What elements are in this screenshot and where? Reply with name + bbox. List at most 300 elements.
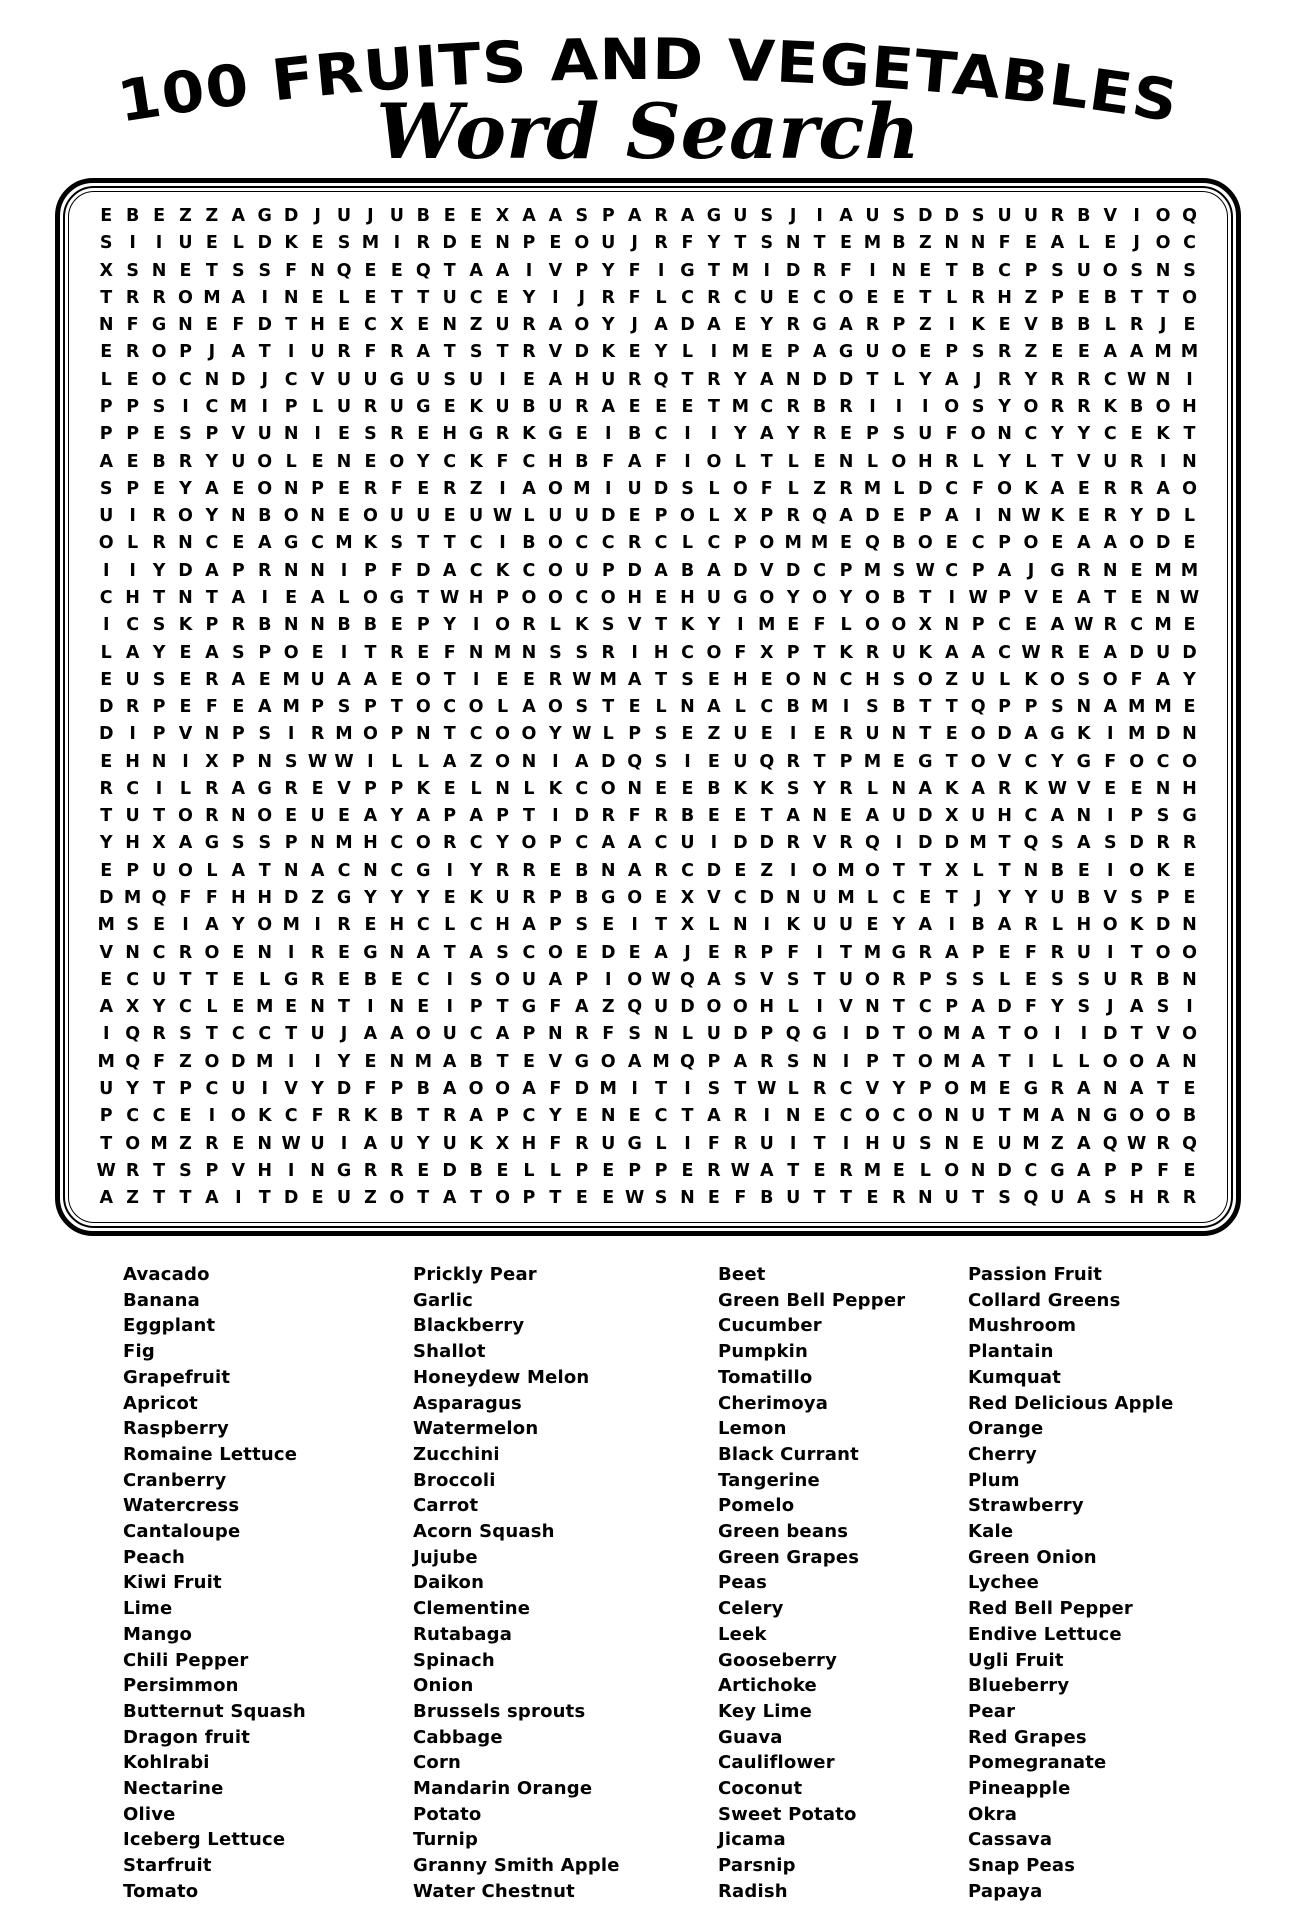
grid-letter: A — [522, 478, 536, 499]
grid-row — [93, 369, 1203, 390]
grid-letter: F — [602, 1024, 615, 1045]
grid-letter: O — [917, 1106, 933, 1127]
word-item: Cassava — [968, 1829, 1053, 1851]
grid-letter: K — [1129, 915, 1144, 936]
grid-letter: E — [707, 751, 720, 772]
grid-letter: U — [733, 751, 748, 772]
grid-letter: T — [205, 260, 218, 281]
grid-letter: E — [892, 1160, 905, 1181]
grid-letter: R — [178, 451, 193, 472]
grid-letter: E — [1183, 697, 1196, 718]
grid-letter: C — [1024, 424, 1038, 445]
grid-letter: K — [680, 615, 695, 636]
grid-letter: E — [628, 1106, 641, 1127]
grid-letter: F — [205, 888, 218, 909]
grid-letter: A — [178, 833, 193, 854]
grid-letter: W — [1021, 506, 1041, 527]
grid-letter: E — [338, 506, 350, 527]
grid-letter: S — [152, 669, 166, 690]
grid-letter: E — [100, 206, 113, 226]
grid-letter: O — [257, 451, 273, 472]
grid-letter: B — [892, 697, 906, 718]
grid-letter: E — [417, 315, 430, 336]
grid-letter: E — [813, 724, 826, 745]
grid-letter: R — [839, 778, 853, 799]
grid-letter: H — [917, 451, 933, 472]
grid-letter: A — [495, 260, 510, 281]
grid-letter: L — [206, 997, 218, 1018]
grid-letter: M — [123, 888, 142, 909]
grid-letter: C — [1183, 233, 1196, 254]
grid-letter: K — [469, 396, 483, 417]
grid-letter: B — [522, 533, 536, 554]
grid-letter: S — [786, 969, 800, 990]
grid-letter: V — [1103, 206, 1118, 226]
grid-letter: D — [98, 888, 114, 909]
grid-letter: N — [733, 915, 748, 936]
grid-letter: X — [733, 506, 748, 527]
grid-letter: Y — [733, 369, 747, 390]
grid-letter: O — [865, 1106, 880, 1127]
grid-letter: T — [998, 1106, 1011, 1127]
grid-letter: E — [417, 424, 430, 445]
grid-letter: M — [1022, 1106, 1040, 1127]
grid-letter: A — [231, 860, 246, 881]
grid-letter: C — [654, 533, 668, 554]
grid-letter: T — [417, 533, 430, 554]
grid-letter: A — [1050, 233, 1065, 254]
grid-letter: D — [785, 560, 801, 581]
grid-letter: F — [443, 642, 456, 663]
grid-letter: D — [98, 697, 114, 718]
word-item: Persimmon — [123, 1675, 239, 1697]
grid-letter: E — [1077, 506, 1090, 527]
grid-letter: M — [784, 533, 802, 554]
grid-letter: R — [152, 506, 166, 527]
grid-letter: S — [469, 969, 483, 990]
grid-letter: R — [892, 1188, 906, 1209]
grid-letter: Q — [785, 1024, 801, 1045]
grid-letter: T — [919, 860, 932, 881]
grid-letter: T — [681, 369, 694, 390]
grid-letter: I — [816, 206, 823, 226]
word-item: Avacado — [123, 1264, 210, 1285]
grid-letter: M — [943, 1024, 961, 1045]
grid-letter: Y — [998, 396, 1011, 417]
grid-row — [93, 890, 1203, 908]
grid-letter: U — [971, 1106, 986, 1127]
grid-letter: A — [442, 751, 457, 772]
grid-letter: E — [1130, 587, 1143, 608]
grid-letter: E — [1130, 560, 1143, 581]
grid-letter: C — [443, 697, 457, 718]
grid-letter: U — [363, 369, 378, 390]
grid-letter: O — [1182, 1024, 1197, 1045]
grid-letter: C — [364, 315, 377, 336]
grid-letter: N — [125, 942, 140, 963]
grid-letter: Z — [945, 669, 959, 690]
grid-letter: H — [997, 287, 1012, 308]
grid-letter: N — [944, 1133, 960, 1154]
grid-letter: F — [945, 424, 958, 445]
grid-letter: U — [389, 396, 404, 417]
grid-letter: O — [1129, 1106, 1145, 1127]
grid-letter: C — [839, 1106, 853, 1127]
grid-letter: T — [496, 997, 509, 1018]
grid-letter: K — [971, 315, 985, 336]
grid-letter: U — [865, 342, 880, 363]
grid-letter: I — [182, 751, 189, 772]
grid-letter: U — [125, 806, 140, 827]
grid-letter: U — [310, 1133, 325, 1154]
grid-letter: A — [442, 1079, 457, 1099]
grid-letter: S — [892, 206, 906, 226]
grid-letter: I — [261, 587, 268, 608]
grid-letter: R — [337, 1106, 351, 1127]
grid-letter: I — [525, 260, 533, 281]
grid-letter: E — [655, 396, 668, 417]
grid-letter: S — [1156, 997, 1170, 1018]
grid-letter: N — [1155, 260, 1171, 281]
grid-letter: C — [733, 888, 747, 909]
grid-letter: U — [1155, 642, 1171, 663]
grid-row — [93, 451, 1203, 472]
grid-letter: E — [443, 778, 456, 799]
grid-letter: Y — [1051, 997, 1064, 1018]
grid-letter: P — [390, 778, 404, 799]
grid-letter: A — [442, 560, 457, 581]
grid-letter: F — [1024, 997, 1037, 1018]
grid-letter: A — [1077, 1079, 1091, 1099]
grid-letter: A — [416, 342, 431, 363]
grid-letter: O — [1023, 1024, 1039, 1045]
grid-letter: A — [865, 806, 880, 827]
grid-letter: A — [548, 206, 563, 226]
grid-letter: T — [1157, 287, 1170, 308]
grid-letter: O — [1182, 942, 1197, 963]
grid-letter: M — [282, 697, 300, 718]
grid-letter: W — [757, 1079, 777, 1099]
grid-letter: L — [708, 478, 720, 499]
grid-letter: A — [390, 1024, 404, 1045]
grid-letter: K — [1077, 724, 1091, 745]
grid-letter: P — [786, 342, 800, 363]
grid-letter: D — [997, 724, 1012, 745]
grid-letter: R — [258, 560, 272, 581]
grid-letter: K — [522, 424, 536, 445]
grid-letter: E — [179, 669, 192, 690]
grid-letter: B — [575, 451, 589, 472]
grid-letter: P — [945, 342, 959, 363]
grid-letter: E — [311, 1188, 324, 1209]
grid-letter: C — [575, 833, 589, 854]
grid-letter: D — [1155, 915, 1171, 936]
grid-letter: S — [892, 424, 906, 445]
word-item: Spinach — [413, 1649, 495, 1671]
grid-letter: B — [1077, 888, 1091, 909]
grid-letter: X — [495, 1133, 510, 1154]
grid-letter: D — [918, 206, 933, 226]
grid-letter: B — [1050, 315, 1065, 336]
grid-letter: C — [126, 1106, 140, 1127]
grid-letter: J — [367, 206, 374, 226]
grid-letter: W — [440, 587, 460, 608]
grid-letter: O — [1102, 1051, 1118, 1072]
grid-letter: P — [998, 697, 1011, 718]
grid-letter: I — [922, 396, 929, 417]
grid-letter: V — [627, 615, 642, 636]
grid-letter: D — [1155, 724, 1171, 745]
grid-letter: C — [205, 533, 219, 554]
grid-letter: L — [998, 969, 1011, 990]
grid-letter: P — [601, 206, 615, 226]
word-item: Potato — [413, 1803, 482, 1825]
grid-letter: E — [443, 206, 456, 226]
grid-letter: J — [1133, 233, 1140, 254]
grid-letter: C — [839, 1079, 853, 1099]
grid-letter: O — [521, 833, 537, 854]
word-item: Watercress — [123, 1495, 240, 1517]
grid-row — [93, 1190, 1203, 1208]
grid-letter: V — [812, 833, 827, 854]
grid-letter: T — [655, 1079, 668, 1099]
grid-row — [93, 1081, 1203, 1099]
grid-letter: E — [707, 806, 720, 827]
grid-letter: S — [1183, 260, 1196, 281]
grid-letter: Q — [759, 751, 775, 772]
grid-letter: L — [259, 969, 271, 990]
word-item: Olive — [123, 1803, 176, 1825]
grid-letter: C — [284, 369, 298, 390]
grid-letter: B — [1050, 860, 1065, 881]
grid-letter: A — [363, 1024, 378, 1045]
grid-letter: Y — [416, 451, 430, 472]
grid-letter: S — [1077, 969, 1091, 990]
grid-letter: E — [470, 206, 483, 226]
grid-letter: R — [839, 833, 853, 854]
grid-letter: T — [417, 287, 430, 308]
grid-letter: F — [1130, 669, 1143, 690]
grid-letter: P — [364, 697, 377, 718]
grid-letter: E — [628, 942, 641, 963]
grid-letter: F — [628, 260, 641, 281]
grid-letter: E — [417, 478, 430, 499]
grid-letter: R — [654, 206, 668, 226]
grid-letter: U — [310, 669, 325, 690]
grid-letter: P — [205, 1160, 219, 1181]
grid-letter: M — [731, 396, 750, 417]
grid-row — [93, 1108, 1203, 1126]
grid-letter: O — [1155, 942, 1171, 963]
grid-letter: P — [707, 1051, 721, 1072]
grid-letter: Z — [179, 1051, 192, 1072]
grid-letter: T — [1130, 1024, 1143, 1045]
grid-letter: C — [681, 287, 694, 308]
grid-letter: E — [1104, 778, 1117, 799]
grid-letter: E — [285, 587, 298, 608]
word-item: Iceberg Lettuce — [123, 1829, 286, 1851]
grid-letter: M — [1154, 615, 1172, 636]
grid-letter: C — [1156, 751, 1170, 772]
grid-letter: A — [733, 1051, 748, 1072]
grid-letter: P — [998, 587, 1011, 608]
grid-letter: E — [417, 642, 430, 663]
word-item: Jujube — [413, 1546, 478, 1568]
grid-letter: P — [205, 615, 219, 636]
grid-row — [93, 1026, 1203, 1044]
grid-letter: P — [364, 778, 377, 799]
grid-letter: R — [865, 315, 880, 336]
grid-letter: O — [891, 342, 907, 363]
grid-letter: K — [839, 642, 853, 663]
grid-letter: Z — [918, 315, 932, 336]
grid-letter: V — [759, 969, 774, 990]
grid-row — [93, 587, 1203, 608]
grid-letter: Z — [813, 478, 826, 499]
grid-letter: R — [812, 260, 827, 281]
grid-letter: O — [495, 724, 510, 745]
grid-letter: E — [866, 1188, 879, 1209]
grid-letter: O — [1182, 287, 1197, 308]
grid-letter: R — [1103, 615, 1117, 636]
grid-letter: O — [547, 533, 563, 554]
grid-letter: A — [918, 915, 933, 936]
grid-letter: C — [998, 615, 1011, 636]
grid-letter: D — [997, 1160, 1012, 1181]
grid-letter: P — [575, 1160, 589, 1181]
grid-letter: L — [179, 778, 192, 799]
grid-letter: A — [918, 778, 933, 799]
grid-letter: N — [283, 860, 299, 881]
grid-letter: K — [363, 1106, 378, 1127]
grid-letter: I — [842, 1051, 850, 1072]
grid-letter: U — [733, 724, 748, 745]
grid-letter: K — [548, 778, 563, 799]
word-item: Lemon — [718, 1418, 787, 1440]
grid-letter: T — [1183, 424, 1196, 445]
grid-letter: R — [310, 724, 325, 745]
grid-letter: Y — [1051, 751, 1064, 772]
grid-letter: T — [998, 833, 1011, 854]
grid-letter: R — [812, 424, 827, 445]
grid-letter: E — [232, 533, 245, 554]
grid-letter: Q — [125, 1024, 141, 1045]
grid-letter: O — [389, 451, 405, 472]
grid-letter: E — [1051, 342, 1064, 363]
grid-letter: S — [152, 615, 166, 636]
grid-letter: Y — [998, 451, 1011, 472]
grid-letter: T — [998, 1024, 1011, 1045]
grid-letter: U — [442, 287, 457, 308]
grid-letter: U — [231, 451, 246, 472]
grid-letter: A — [548, 369, 563, 390]
grid-letter: R — [786, 833, 800, 854]
grid-letter: B — [680, 560, 695, 581]
word-item: Pumpkin — [718, 1341, 809, 1363]
grid-letter: F — [1104, 751, 1117, 772]
word-item: Ugli Fruit — [968, 1649, 1064, 1671]
grid-letter: U — [416, 369, 431, 390]
grid-letter: R — [707, 287, 721, 308]
grid-letter: P — [918, 969, 932, 990]
grid-letter: R — [1156, 1133, 1170, 1154]
grid-letter: O — [759, 587, 775, 608]
grid-letter: A — [812, 342, 827, 363]
grid-letter: T — [496, 1051, 509, 1072]
grid-letter: I — [1106, 724, 1114, 745]
grid-letter: Q — [125, 1051, 141, 1072]
grid-letter: K — [284, 233, 298, 254]
grid-letter: C — [998, 260, 1011, 281]
grid-letter: O — [706, 642, 722, 663]
grid-letter: S — [1130, 888, 1143, 909]
grid-letter: T — [364, 642, 377, 663]
grid-letter: S — [469, 342, 483, 363]
grid-letter: L — [444, 915, 456, 936]
grid-letter: R — [733, 1133, 748, 1154]
grid-letter: L — [1078, 1051, 1090, 1072]
grid-letter: X — [760, 642, 774, 663]
grid-letter: C — [469, 915, 483, 936]
grid-letter: G — [204, 833, 220, 854]
grid-letter: L — [655, 1133, 667, 1154]
grid-letter: M — [335, 533, 353, 554]
grid-letter: D — [759, 833, 775, 854]
grid-letter: L — [734, 451, 746, 472]
grid-letter: G — [812, 315, 827, 336]
grid-letter: L — [655, 287, 667, 308]
grid-letter: H — [1129, 1188, 1144, 1209]
grid-letter: A — [231, 669, 246, 690]
grid-letter: U — [680, 833, 695, 854]
grid-letter: K — [1156, 424, 1170, 445]
grid-letter: O — [732, 997, 748, 1018]
grid-letter: L — [734, 697, 746, 718]
grid-letter: A — [627, 1051, 642, 1072]
word-item: Romaine Lettuce — [123, 1443, 298, 1465]
grid-letter: G — [838, 342, 854, 363]
grid-letter: W — [915, 560, 935, 581]
grid-letter: N — [310, 997, 325, 1018]
grid-letter: O — [970, 724, 986, 745]
grid-letter: T — [813, 751, 826, 772]
word-item: Mushroom — [968, 1315, 1077, 1337]
grid-letter: T — [813, 1188, 826, 1209]
grid-letter: I — [552, 751, 559, 772]
grid-letter: Y — [99, 833, 113, 854]
grid-letter: A — [680, 206, 695, 226]
grid-letter: U — [918, 424, 933, 445]
grid-letter: Y — [1051, 424, 1064, 445]
grid-letter: O — [547, 697, 563, 718]
grid-letter: O — [812, 860, 828, 881]
grid-letter: E — [575, 424, 588, 445]
grid-letter: S — [945, 969, 959, 990]
grid-letter: K — [733, 778, 748, 799]
grid-letter: I — [789, 860, 797, 881]
grid-letter: H — [389, 915, 405, 936]
grid-letter: M — [731, 342, 750, 363]
grid-letter: R — [1156, 833, 1170, 854]
grid-letter: A — [971, 1024, 985, 1045]
grid-letter: E — [100, 969, 113, 990]
grid-letter: T — [892, 1024, 905, 1045]
grid-letter: A — [125, 642, 140, 663]
grid-letter: I — [1054, 1024, 1061, 1045]
grid-letter: N — [283, 424, 299, 445]
grid-letter: I — [367, 997, 374, 1018]
grid-letter: F — [734, 642, 747, 663]
